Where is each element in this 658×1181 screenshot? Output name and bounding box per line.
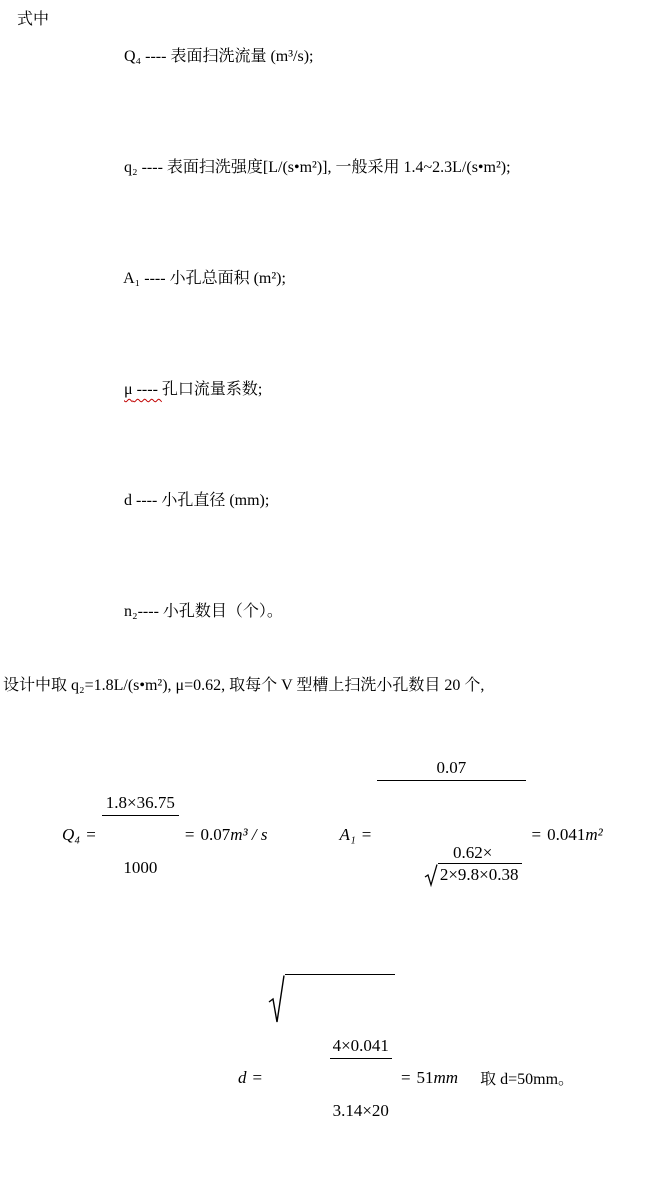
term-separator: ---- [137, 603, 163, 620]
radical-sign-icon [424, 863, 438, 887]
term-description: 小孔数目（个）。 [162, 603, 283, 620]
term-variable: n₂ [124, 603, 138, 620]
fraction-numerator: 0.07 [377, 757, 525, 781]
term-variable: A₁ [123, 270, 141, 287]
term-row-n2 [0, 556, 658, 667]
equals-sign: = [361, 825, 372, 844]
fraction [330, 996, 392, 1161]
term-variable: Q₄ [124, 48, 142, 65]
formula-d-result-value: 51 [416, 1067, 434, 1087]
fraction-denominator [377, 821, 525, 913]
term-row-mu [0, 334, 658, 445]
radicand [285, 974, 395, 1181]
formula-d-result-unit: mm [433, 1067, 459, 1087]
term-row-a1 [0, 223, 658, 334]
term-row-q4 [0, 1, 658, 112]
term-description: 小孔总面积 (m²); [169, 270, 286, 287]
term-separator: ---- [141, 48, 171, 65]
formula-a1-result-value: 0.041 [547, 825, 586, 844]
formula-q4-result-value: 0.07 [200, 825, 231, 844]
formula-q4 [62, 752, 267, 919]
formula-a1-lhs: A₁ [339, 825, 356, 844]
term-row-d [0, 445, 658, 556]
fraction-numerator: 4×0.041 [330, 1036, 392, 1059]
fraction-denominator: 1000 [123, 857, 158, 877]
equals-sign: = [252, 1067, 263, 1087]
design-paragraph: 设计中取 q₂=1.8L/(s•m²), μ=0.62, 取每个 V 型槽上扫洗小孔数目 20 个, [3, 677, 485, 694]
square-root [268, 974, 395, 1181]
term-separator: ---- [140, 270, 170, 287]
term-description: 表面扫洗强度[L/(s•m²)], 一般采用 1.4~2.3L/(s•m²); [166, 159, 511, 176]
formula-intro-label: 式中 [17, 11, 50, 28]
formula-row-1 [62, 717, 658, 953]
term-separator: ---- [132, 492, 162, 509]
term-variable: μ [124, 381, 133, 398]
formula-d-lhs: d [238, 1067, 247, 1087]
term-description: 孔口流量系数; [161, 381, 263, 398]
square-root [424, 863, 522, 887]
fraction-numerator: 1.8×36.75 [102, 792, 179, 816]
term-separator: ---- [132, 381, 162, 398]
term-separator: ---- [137, 159, 167, 176]
formula-a1 [339, 717, 602, 953]
formula-row-2 [238, 974, 658, 1181]
equals-sign: = [86, 825, 96, 844]
term-variable: d [124, 492, 132, 509]
term-description: 表面扫洗流量 (m³/s); [170, 48, 314, 65]
formula-a1-result-unit: m² [585, 825, 603, 844]
term-variable: q₂ [124, 159, 138, 176]
term-row-q2 [0, 112, 658, 223]
equals-sign: = [531, 825, 542, 844]
denominator-prefix: 0.62× [453, 843, 493, 862]
fraction [377, 717, 525, 953]
formula-d-note: 取 d=50mm。 [480, 1071, 575, 1088]
fraction-denominator: 3.14×20 [332, 1101, 389, 1120]
formula-d [238, 974, 458, 1181]
equals-sign: = [184, 825, 195, 844]
formula-q4-lhs: Q₄ [62, 825, 81, 844]
radicand: 2×9.8×0.38 [438, 863, 522, 885]
fraction [102, 752, 179, 919]
equals-sign: = [400, 1067, 411, 1087]
formula-q4-result-unit: m³ / s [230, 825, 268, 844]
term-description: 小孔直径 (mm); [161, 492, 270, 509]
spellcheck-squiggle [124, 381, 162, 398]
radical-sign-icon [268, 974, 285, 1024]
